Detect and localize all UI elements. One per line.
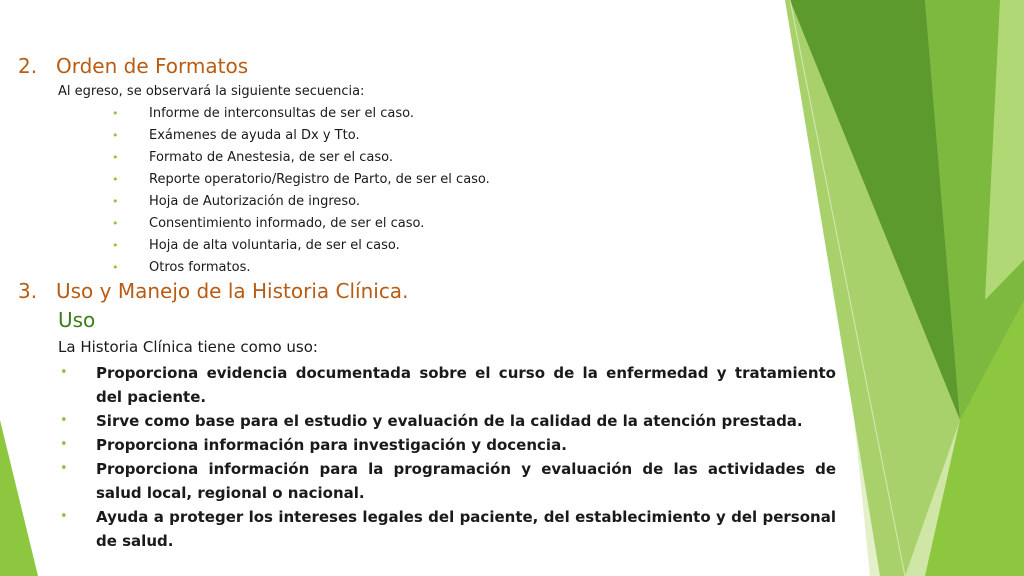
uses-list: [58, 361, 836, 553]
list-item: • Informe de interconsultas de ser el caso.: [110, 103, 490, 125]
list-item: • Consentimiento informado, de ser el caso.: [110, 213, 490, 235]
list-item: • Exámenes de ayuda al Dx y Tto.: [110, 125, 490, 147]
section-3-heading: [18, 279, 408, 303]
section-2-number: 2.: [18, 54, 38, 78]
list-item: • Hoja de alta voluntaria, de ser el caso.: [110, 235, 490, 257]
section-2-intro: Al egreso, se observará la siguiente secuencia:: [58, 84, 365, 99]
section-3-intro: La Historia Clínica tiene como uso:: [58, 338, 318, 356]
list-item: • Proporciona evidencia documentada sobre el curso de la enfermedad y tratamiento del paciente.: [58, 361, 836, 409]
section-3-number: 3.: [18, 279, 38, 303]
section-3-title: Uso y Manejo de la Historia Clínica.: [56, 279, 409, 303]
list-item: • Ayuda a proteger los intereses legales del paciente, del establecimiento y del personal de salud.: [58, 505, 836, 553]
format-list: [110, 103, 490, 279]
list-item: • Hoja de Autorización de ingreso.: [110, 191, 490, 213]
section-2-title: Orden de Formatos: [56, 54, 249, 78]
list-item: • Proporciona información para investigación y docencia.: [58, 433, 836, 457]
list-item: • Proporciona información para la programación y evaluación de las actividades de salud local, regional o nacional.: [58, 457, 836, 505]
list-item: • Formato de Anestesia, de ser el caso.: [110, 147, 490, 169]
section-3-subtitle: Uso: [58, 308, 96, 332]
section-2-heading: [18, 54, 248, 78]
list-item: • Sirve como base para el estudio y evaluación de la calidad de la atención prestada.: [58, 409, 836, 433]
list-item: • Otros formatos.: [110, 257, 490, 279]
list-item: • Reporte operatorio/Registro de Parto, de ser el caso.: [110, 169, 490, 191]
